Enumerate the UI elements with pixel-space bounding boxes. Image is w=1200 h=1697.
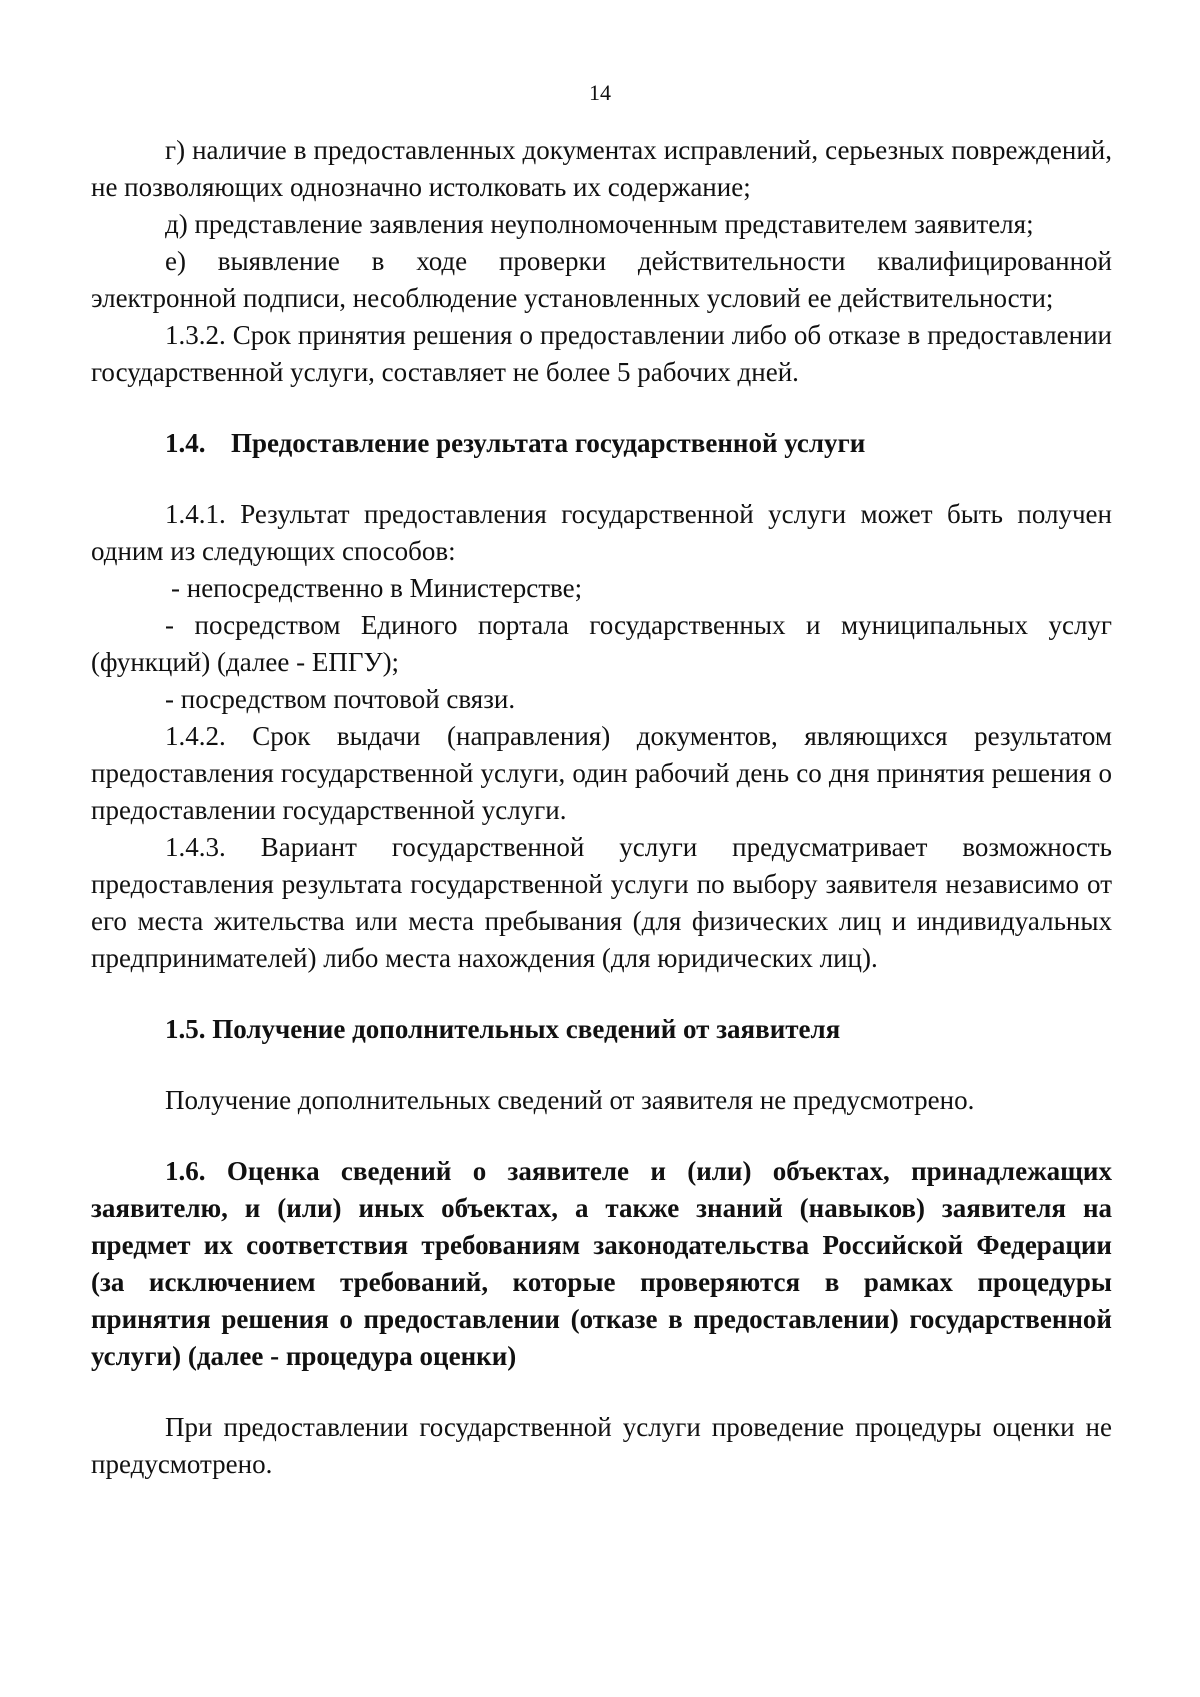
paragraph-g: г) наличие в предоставленных документах исправлений, серьезных повреждений, не позволяющих однозначно истолковать их содержание; <box>91 135 1112 202</box>
spacer <box>91 1119 1112 1153</box>
paragraph-e: е) выявление в ходе проверки действительности квалифицированной электронной подписи, несоблюдение установленных условий ее действительности; <box>91 246 1112 313</box>
paragraph-1-6: При предоставлении государственной услуги проведение процедуры оценки не предусмотрено. <box>91 1412 1112 1479</box>
paragraph-1-3-2: 1.3.2. Срок принятия решения о предоставлении либо об отказе в предоставлении государственной услуги, составляет не более 5 рабочих дней. <box>91 320 1112 387</box>
paragraph-d: д) представление заявления неуполномоченным представителем заявителя; <box>165 209 1034 239</box>
paragraph-1-4-3: 1.4.3. Вариант государственной услуги предусматривает возможность предоставления результата государственной услуги по выбору заявителя независимо от его места жительства или места пребывания (для физических лиц и индивидуальных предпринимателей) либо места нахождения (для юридических лиц). <box>91 832 1112 973</box>
paragraph-1-5: Получение дополнительных сведений от заявителя не предусмотрено. <box>165 1085 975 1115</box>
spacer <box>91 391 1112 425</box>
paragraph-1-4-1: 1.4.1. Результат предоставления государственной услуги может быть получен одним из следующих способов: <box>91 499 1112 566</box>
paragraph-1-4-2: 1.4.2. Срок выдачи (направления) документов, являющихся результатом предоставления государственной услуги, один рабочий день со дня принятия решения о предоставлении государственной услуги. <box>91 721 1112 825</box>
spacer <box>91 462 1112 496</box>
list-item: - посредством почтовой связи. <box>165 684 516 714</box>
section-heading-1-4 <box>91 425 1112 462</box>
section-heading-1-5: 1.5. Получение дополнительных сведений от заявителя <box>165 1014 841 1044</box>
spacer <box>91 1375 1112 1409</box>
section-heading-1-6: 1.6. Оценка сведений о заявителе и (или) объектах, принадлежащих заявителю, и (или) иных объектах, а также знаний (навыков) заявителя на предмет их соответствия требованиям законодательства Российской Федерации (за исключением требований, которые проверяются в рамках процедуры принятия решения о предоставлении (отказе в предоставлении) государственной услуги) (далее - процедура оценки) <box>91 1156 1112 1371</box>
list-item: - посредством Единого портала государственных и муниципальных услуг (функций) (далее - ЕПГУ); <box>91 610 1112 677</box>
spacer <box>91 1048 1112 1082</box>
section-number: 1.4. <box>165 428 206 458</box>
list-item: - непосредственно в Министерстве; <box>171 573 583 603</box>
section-title: Предоставление результата государственной услуги <box>231 428 866 458</box>
spacer <box>91 977 1112 1011</box>
page-number: 14 <box>589 80 611 105</box>
document-body <box>91 132 1112 1483</box>
